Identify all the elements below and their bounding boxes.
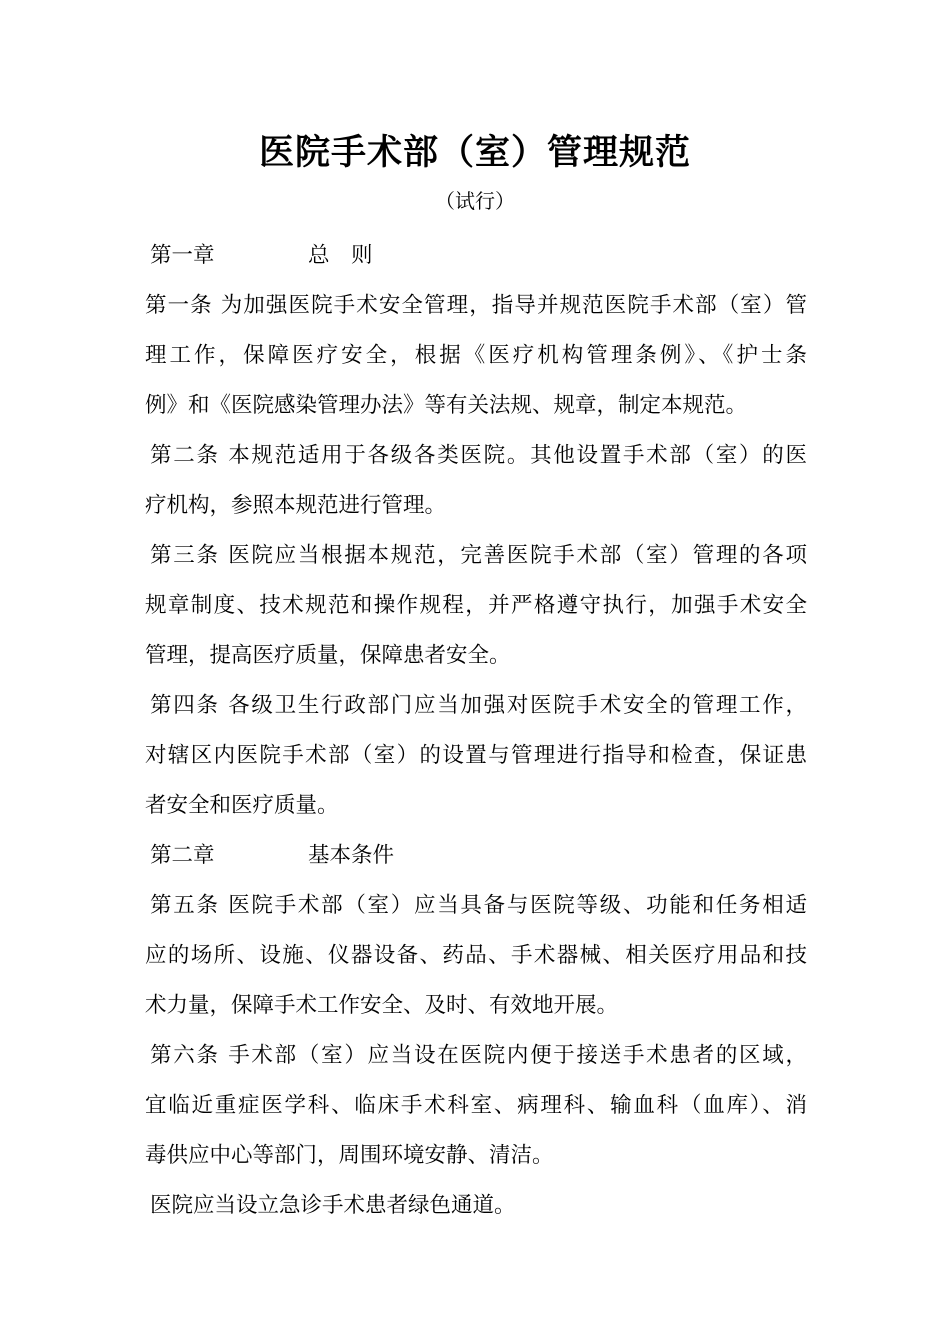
- article-line: 第二条 本规范适用于各级各类医院。其他设置手术部（室）的医: [150, 443, 807, 468]
- chapter-name: 基本条件: [308, 843, 395, 868]
- article-6-note: [145, 1181, 807, 1231]
- chapter-name: 总 则: [308, 243, 373, 268]
- document-body: [145, 231, 807, 1231]
- article-line: 第一条 为加强医院手术安全管理，指导并规范医院手术部（室）管: [145, 293, 807, 318]
- article-line: 对辖区内医院手术部（室）的设置与管理进行指导和检查，保证患: [145, 743, 807, 768]
- article-line: 毒供应中心等部门，周围环境安静、清洁。: [145, 1143, 554, 1168]
- article-line: 第五条 医院手术部（室）应当具备与医院等级、功能和任务相适: [150, 893, 807, 918]
- article-line: 医院应当设立急诊手术患者绿色通道。: [150, 1193, 516, 1218]
- article-line: 管理，提高医疗质量，保障患者安全。: [145, 643, 511, 668]
- article-line: 例》和《医院感染管理办法》等有关法规、规章，制定本规范。: [145, 393, 748, 418]
- article-line: 第三条 医院应当根据本规范，完善医院手术部（室）管理的各项: [150, 543, 807, 568]
- document-title: 医院手术部（室）管理规范: [258, 132, 691, 173]
- chapter-heading: [145, 831, 807, 881]
- article-2: [145, 431, 807, 531]
- article-6: [145, 1031, 807, 1181]
- article-line: 术力量，保障手术工作安全、及时、有效地开展。: [145, 993, 619, 1018]
- article-1: [145, 281, 807, 431]
- article-line: 第六条 手术部（室）应当设在医院内便于接送手术患者的区域，: [150, 1043, 807, 1068]
- article-line: 宜临近重症医学科、临床手术科室、病理科、输血科（血库）、消: [145, 1093, 807, 1118]
- document-subtitle: （试行）: [435, 189, 515, 213]
- article-line: 理工作，保障医疗安全，根据《医疗机构管理条例》、《护士条: [145, 343, 807, 368]
- chapter-heading: [145, 231, 807, 281]
- article-line: 者安全和医疗质量。: [145, 793, 339, 818]
- article-3: [145, 531, 807, 681]
- chapter-number: 第二章: [150, 843, 215, 868]
- article-line: 应的场所、设施、仪器设备、药品、手术器械、相关医疗用品和技: [145, 943, 807, 968]
- article-line: 疗机构，参照本规范进行管理。: [145, 493, 447, 518]
- article-4: [145, 681, 807, 831]
- article-line: 规章制度、技术规范和操作规程，并严格遵守执行，加强手术安全: [145, 593, 807, 618]
- article-5: [145, 881, 807, 1031]
- article-line: 第四条 各级卫生行政部门应当加强对医院手术安全的管理工作，: [150, 693, 807, 718]
- chapter-number: 第一章: [150, 243, 215, 268]
